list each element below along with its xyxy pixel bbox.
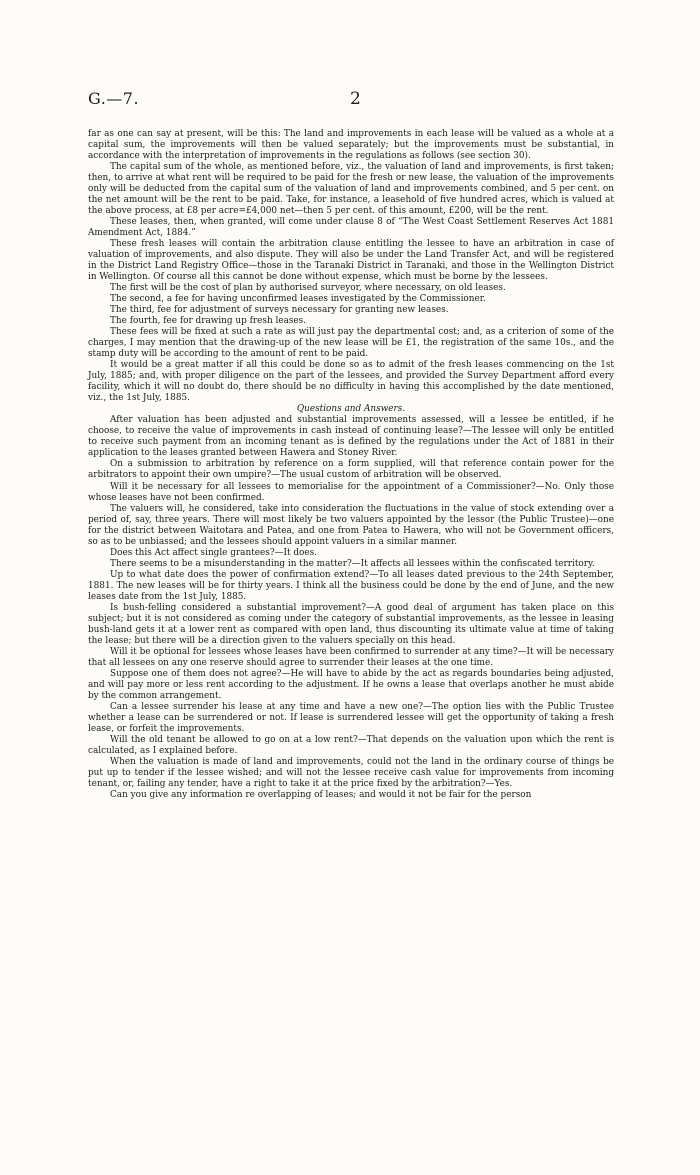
qa-paragraph: Can you give any information re overlapping of leases; and would it not be fair for the person: [110, 789, 532, 800]
qa-paragraph: There seems to be a misunderstanding in the matter?—It affects all lessees within the confiscated territory.: [110, 558, 595, 569]
paragraph: The capital sum of the whole, as mentioned before, viz., the valuation of land and improvements, is first taken; then, to arrive at what rent will be required to be paid for the fresh or new lease, the valuation of the improvements only will be deducted from the capital sum of the valuation of land and improvements combined, and 5 per cent. on the net amount will be the rent to be paid. Take, for instance, a leasehold of five hundred acres, which is valued at the above process, at £8 per acre=£4,000 net—then 5 per cent. of this amount, £200, will be the rent.: [88, 162, 614, 217]
qa-paragraph: Will it be optional for lessees whose leases have been confirmed to surrender at any time?—It will be necessary that all lessees on any one reserve should agree to surrender their leases at the one time.: [88, 646, 614, 668]
paragraph: The fourth, fee for drawing up fresh leases.: [110, 316, 307, 327]
document-reference: G.—7.: [88, 89, 140, 108]
body-text: [88, 129, 614, 801]
paragraph: These fees will be fixed at such a rate as will just pay the departmental cost; and, as a criterion of some of the charges, I may mention that the drawing-up of the new lease will be £1, the registration of the same 10s., and the stamp duty will be according to the amount of rent to be paid.: [88, 327, 614, 360]
qa-paragraph: The valuers will, he considered, take into consideration the fluctuations in the value of stock extending over a period of, say, three years. There will most likely be two valuers appointed by the lessor (the Public Trustee)—one for the district between Waitotara and Patea, and one from Patea to Hawera, who will not be Government officers, so as to be unbiassed; and the lessees should appoint valuers in a similar manner.: [88, 503, 614, 547]
qa-paragraph: When the valuation is made of land and improvements, could not the land in the ordinary course of things be put up to tender if the lessee wished; and will not the lessee receive cash value for improvements from incoming tenant, or, failing any tender, have a right to take it at the price fixed by the arbitration?—Yes.: [88, 756, 614, 789]
paragraph: The first will be the cost of plan by authorised surveyor, where necessary, on old leases.: [110, 283, 506, 294]
qa-paragraph: Suppose one of them does not agree?—He will have to abide by the act as regards boundaries being adjusted, and will pay more or less rent according to the adjustment. If he owns a lease that overlaps another he must abide by the common arrangement.: [88, 668, 614, 701]
qa-paragraph: Is bush-felling considered a substantial improvement?—A good deal of argument has taken place on this subject; but it is not considered as coming under the category of substantial improvements, as the lessee in leasing bush-land gets it at a lower rent as compared with open land, thus discounting its ultimate value at time of taking the lease; but there will be a direction given to the valuers specially on this head.: [88, 602, 614, 646]
page-number: 2: [350, 89, 361, 109]
qa-paragraph: Will the old tenant be allowed to go on at a low rent?—That depends on the valuation upon which the rent is calculated, as I explained before.: [88, 734, 614, 756]
paragraph: The second, a fee for having unconfirmed leases investigated by the Commissioner.: [110, 294, 486, 305]
paragraph: It would be a great matter if all this could be done so as to admit of the fresh leases commencing on the 1st July, 1885; and, with proper diligence on the part of the lessees, and provided the Survey Department afford every facility, which it will no doubt do, there should be no difficulty in having this accomplished by the date mentioned, viz., the 1st July, 1885.: [88, 360, 614, 404]
qa-paragraph: Does this Act affect single grantees?—It does.: [110, 547, 317, 558]
qa-paragraph: Can a lessee surrender his lease at any time and have a new one?—The option lies with the Public Trustee whether a lease can be surrendered or not. If lease is surrendered lessee will get the opportunity of taking a fresh lease, or forfeit the improvements.: [88, 701, 614, 734]
qa-paragraph: After valuation has been adjusted and substantial improvements assessed, will a lessee be entitled, if he choose, to receive the value of improvements in cash instead of continuing lease?—The lessee will only be entitled to receive such payment from an incoming tenant as is defined by the regulations under the Act of 1881 in their application to the leases granted between Hawera and Stoney River.: [88, 415, 614, 459]
paragraph: far as one can say at present, will be this: The land and improvements in each lease will be valued as a whole at a capital sum, the improvements will then be valued separately; but the improvements must be substantial, in accordance with the interpretation of improvements in the regulations as follows (see section 30).: [88, 129, 614, 162]
paragraph: These leases, then, when granted, will come under clause 8 of “The West Coast Settlement Reserves Act 1881 Amendment Act, 1884.”: [88, 217, 614, 239]
paragraph: The third, fee for adjustment of surveys necessary for granting new leases.: [110, 305, 449, 316]
section-heading: Questions and Answers.: [296, 404, 406, 415]
paragraph: These fresh leases will contain the arbitration clause entitling the lessee to have an arbitration in case of valuation of improvements, and also dispute. They will also be under the Land Transfer Act, and will be registered in the District Land Registry Office—those in the Taranaki District in Taranaki, and those in the Wellington District in Wellington. Of course all this cannot be done without expense, which must be borne by the lessees.: [88, 239, 614, 283]
qa-paragraph: On a submission to arbitration by reference on a form supplied, will that reference contain power for the arbitrators to appoint their own umpire?—The usual custom of arbitration will be observed.: [88, 459, 614, 481]
qa-paragraph: Up to what date does the power of confirmation extend?—To all leases dated previous to the 24th September, 1881. The new leases will be for thirty years. I think all the business could be done by the end of June, and the new leases date from the 1st July, 1885.: [88, 569, 614, 602]
qa-paragraph: Will it be necessary for all lessees to memorialise for the appointment of a Commissioner?—No. Only those whose leases have not been confirmed.: [88, 481, 614, 503]
